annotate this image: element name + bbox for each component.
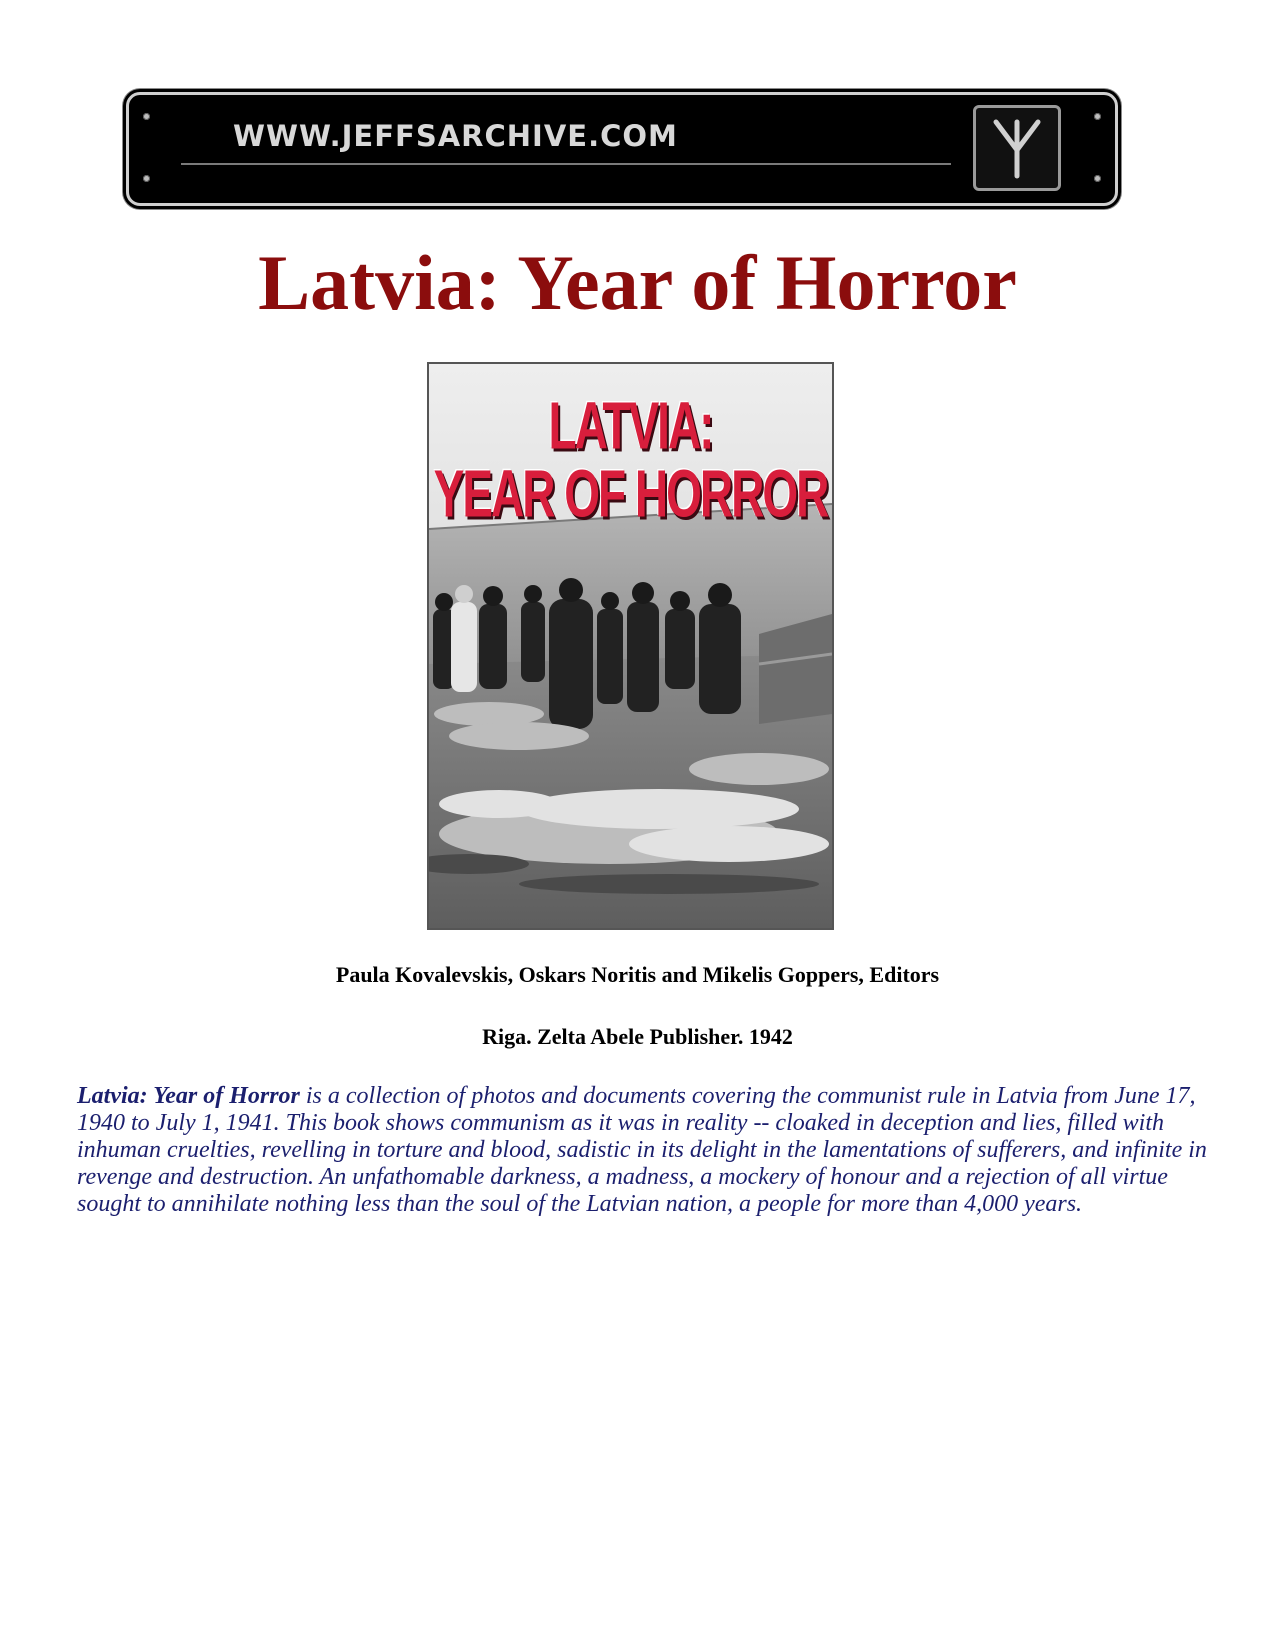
screw-icon: [1094, 113, 1101, 120]
screw-icon: [143, 113, 150, 120]
description-text: is a collection of photos and documents covering the communist rule in Latvia from June 17, 1940 to July 1, 1941. This book shows communism as it was in reality -- cloaked in deception and lies, filled with inhuman cruelties, revelling in torture and blood, sadistic in its delight in the lamentations of sufferers, and infinite in revenge and destruction. An unfathomable darkness, a madness, a mockery of honour and a rejection of all virtue sought to annihilate nothing less than the soul of the Latvian nation, a people for more than 4,000 years.: [77, 1083, 1207, 1217]
book-editors: Paula Kovalevskis, Oskars Noritis and Mikelis Goppers, Editors: [335, 962, 940, 987]
cover-title-line2: YEAR OF HORROR: [433, 455, 828, 531]
screw-icon: [1094, 175, 1101, 182]
site-url: WWW.JEFFSARCHIVE.COM: [233, 119, 678, 153]
site-banner[interactable]: [126, 92, 1118, 206]
banner-divider: [181, 163, 951, 165]
book-cover-image: [427, 362, 834, 930]
algiz-rune-icon: [973, 105, 1061, 191]
book-description: [77, 1083, 1207, 1218]
screw-icon: [143, 175, 150, 182]
book-publisher: Riga. Zelta Abele Publisher. 1942: [482, 1024, 793, 1049]
book-title-reference: Latvia: Year of Horror: [77, 1083, 300, 1109]
page-title: Latvia: Year of Horror: [258, 239, 1017, 326]
cover-title-line1: LATVIA:: [548, 387, 713, 463]
